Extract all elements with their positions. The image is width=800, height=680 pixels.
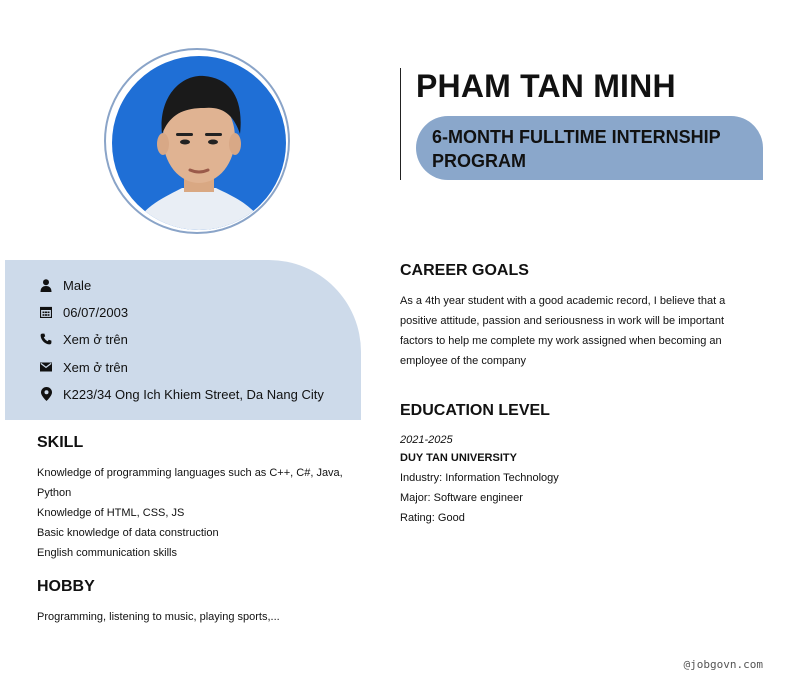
skill-item: Basic knowledge of data construction	[37, 527, 219, 539]
hobby-text: Programming, listening to music, playing sports,...	[37, 611, 280, 623]
contact-address	[39, 384, 324, 404]
contact-panel	[5, 260, 361, 420]
watermark-credit: @jobgovn.com	[683, 658, 763, 671]
contact-email	[39, 357, 128, 377]
email-value: Xem ở trên	[63, 359, 128, 375]
candidate-name: PHAM TAN MINH	[416, 68, 676, 104]
career-goals-heading: CAREER GOALS	[400, 262, 529, 279]
person-icon	[39, 278, 53, 292]
education-industry: Industry: Information Technology	[400, 472, 559, 484]
position-title: 6-MONTH FULLTIME INTERNSHIP PROGRAM	[432, 127, 721, 171]
gender-value: Male	[63, 277, 92, 293]
skill-item: English communication skills	[37, 547, 177, 559]
envelope-icon	[39, 360, 53, 374]
avatar	[112, 56, 286, 230]
address-value: K223/34 Ong Ich Khiem Street, Da Nang City	[63, 386, 324, 402]
skill-item: Knowledge of HTML, CSS, JS	[37, 507, 185, 519]
skill-item: Knowledge of programming languages such as C++, C#, Java,	[37, 467, 343, 479]
education-school: DUY TAN UNIVERSITY	[400, 452, 517, 464]
contact-gender	[39, 275, 91, 295]
contact-phone	[39, 329, 128, 349]
avatar-photo	[112, 56, 286, 230]
position-banner	[416, 116, 763, 180]
calendar-icon	[39, 305, 53, 319]
dob-value: 06/07/2003	[63, 304, 129, 320]
skill-item: Python	[37, 487, 72, 499]
skill-heading: SKILL	[37, 434, 84, 451]
map-pin-icon	[39, 387, 53, 401]
hobby-heading: HOBBY	[37, 578, 95, 595]
career-goals-text: As a 4th year student with a good academic record, I believe that a positive attitude, passion and seriousness in work will be important factors to help me complete my work assigned when becoming an employee of the company	[400, 295, 726, 367]
education-period: 2021-2025	[400, 434, 453, 446]
education-major: Major: Software engineer	[400, 492, 523, 504]
education-heading: EDUCATION LEVEL	[400, 402, 550, 419]
contact-dob	[39, 302, 128, 322]
education-rating: Rating: Good	[400, 512, 465, 524]
phone-icon	[39, 332, 53, 346]
header-divider	[400, 68, 401, 180]
phone-value: Xem ở trên	[63, 331, 128, 347]
